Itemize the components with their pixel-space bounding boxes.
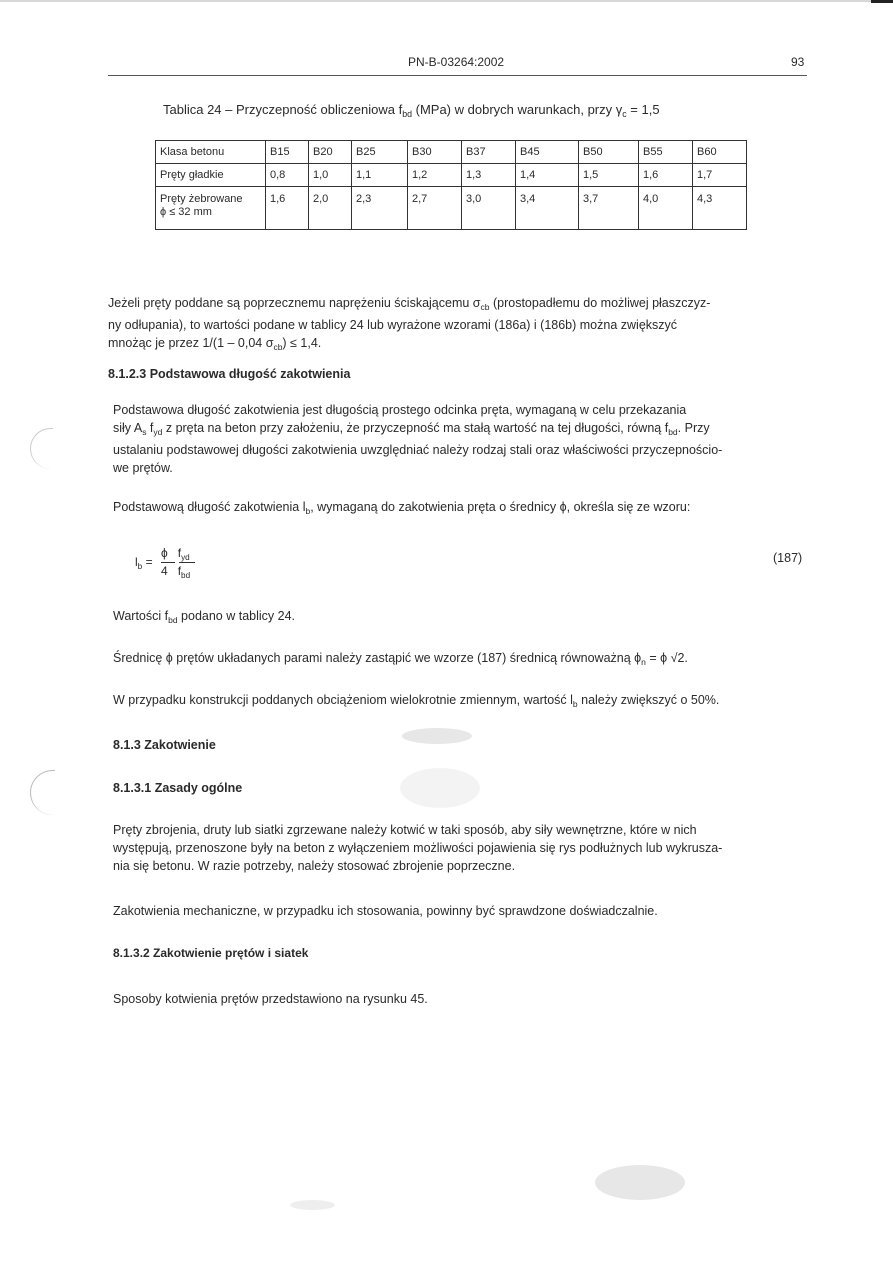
- table-header-cell: B60: [693, 141, 747, 164]
- table-header-cell: B55: [639, 141, 693, 164]
- fraction-bar: [161, 562, 175, 563]
- formula-numerators: ϕ $f_{yd}$: [161, 546, 190, 562]
- table-header-cell: B45: [516, 141, 579, 164]
- row-label: Pręty gładkie: [156, 164, 266, 187]
- standard-code: PN-B-03264:2002: [408, 55, 505, 69]
- table-cell: 3,7: [579, 187, 639, 230]
- bond-strength-table: [155, 140, 747, 230]
- table-cell: 2,3: [352, 187, 408, 230]
- text-line: nia się betonu. W razie potrzeby, należy stosować zbrojenie poprzeczne.: [113, 859, 516, 873]
- paragraph-figure-ref: Sposoby kotwienia prętów przedstawiono na rysunku 45.: [113, 992, 428, 1006]
- scan-punch-mark: [30, 428, 53, 469]
- paragraph-paired-bars: Średnicę ϕ prętów układanych parami należy zastąpić we wzorze (187) średnicą równoważną $\phi_n = \phi$ √2.: [113, 651, 688, 667]
- text-line: Pręty zbrojenia, druty lub siatki zgrzewane należy kotwić w taki sposób, aby siły wewnętrzne, które w nich: [113, 823, 697, 837]
- section-heading-8123: 8.1.2.3 Podstawowa długość zakotwienia: [108, 367, 351, 381]
- section-heading-8132: 8.1.3.2 Zakotwienie prętów i siatek: [113, 946, 309, 960]
- table-header-cell: B37: [462, 141, 516, 164]
- table-cell: 3,4: [516, 187, 579, 230]
- scan-speckle: [400, 768, 480, 808]
- table-cell: 2,0: [309, 187, 352, 230]
- section-heading-813: 8.1.3 Zakotwienie: [113, 738, 216, 752]
- table-cell: 4,3: [693, 187, 747, 230]
- header-rule: [108, 75, 807, 76]
- paragraph-mechanical-anchors: Zakotwienia mechaniczne, w przypadku ich stosowania, powinny być sprawdzone doświadczalnie.: [113, 904, 658, 918]
- section-heading-8131: 8.1.3.1 Zasady ogólne: [113, 781, 243, 795]
- equation-number: (187): [773, 551, 803, 565]
- text-line: Jeżeli pręty poddane są poprzecznemu naprężeniu ściskającemu $\sigma_{cb}$ (prostopadłemu do możliwej płaszczyz-: [108, 296, 711, 312]
- row-label-line: Pręty żebrowane: [160, 193, 243, 205]
- table-cell: 1,3: [462, 164, 516, 187]
- paragraph-fbd-values: Wartości $f_{bd}$ podano w tablicy 24.: [113, 609, 296, 625]
- table-header-cell: B25: [352, 141, 408, 164]
- formula-lhs: $l_b$ =: [135, 555, 153, 571]
- table-cell: 3,0: [462, 187, 516, 230]
- table-header-row: [156, 141, 747, 164]
- text-line: we prętów.: [113, 460, 173, 475]
- paragraph-variable-loads: W przypadku konstrukcji poddanych obciążeniom wielokrotnie zmiennym, wartość $l_b$ należy zwiększyć o 50%.: [113, 693, 720, 709]
- text-line: siły $A_s$ $f_{yd}$ z pręta na beton przy założeniu, że przyczepność ma stałą wartość na tej długości, równą $f_{bd}$. Przy: [113, 421, 710, 437]
- page-number: 93: [791, 55, 805, 69]
- paragraph-general-rules: [113, 821, 813, 875]
- table-row: [156, 187, 747, 230]
- row-label: [156, 187, 266, 230]
- paragraph-compression: [108, 294, 808, 356]
- text-line: mnożąc je przez 1/(1 – 0,04 $\sigma_{cb}) \le 1,4$.: [108, 335, 322, 352]
- paragraph-formula-intro: Podstawową długość zakotwienia $l_b$, wymaganą do zakotwienia pręta o średnicy ϕ, określa się ze wzoru:: [113, 500, 691, 516]
- table-caption: Tablica 24 – Przyczepność obliczeniowa $f_{bd}$ (MPa) w dobrych warunkach, przy $\gamma_c = 1,5$: [163, 102, 660, 120]
- text-line: ustalaniu podstawowej długości zakotwienia uwzględniać należy rodzaj stali oraz właściwości przyczepnościo-: [113, 442, 723, 457]
- text-line: Podstawowa długość zakotwienia jest długością prostego odcinka pręta, wymaganą w celu przekazania: [113, 403, 687, 417]
- table-cell: 1,7: [693, 164, 747, 187]
- row-label-line: ϕ ≤ 32 mm: [160, 206, 212, 218]
- table-row: [156, 164, 747, 187]
- fraction-bar: [179, 562, 195, 563]
- table-cell: 2,7: [408, 187, 462, 230]
- table-header-label: Klasa betonu: [156, 141, 266, 164]
- table-cell: 1,6: [639, 164, 693, 187]
- table-cell: 0,8: [266, 164, 309, 187]
- table-cell: 1,5: [579, 164, 639, 187]
- table-cell: 1,2: [408, 164, 462, 187]
- scan-speckle: [290, 1200, 335, 1210]
- table-header-cell: B50: [579, 141, 639, 164]
- scan-punch-mark: [30, 770, 55, 815]
- table-cell: 1,4: [516, 164, 579, 187]
- top-edge-rule: [0, 0, 893, 2]
- scan-speckle: [595, 1165, 685, 1200]
- scan-speckle: [402, 728, 472, 744]
- top-edge-mark: [871, 0, 893, 3]
- table-cell: 1,0: [309, 164, 352, 187]
- table-header-cell: B20: [309, 141, 352, 164]
- table-cell: 4,0: [639, 187, 693, 230]
- text-line: ny odłupania), to wartości podane w tablicy 24 lub wyrażone wzorami (186a) i (186b) można zwiększyć: [108, 317, 678, 332]
- paragraph-basic-length: [113, 401, 808, 477]
- table-cell: 1,1: [352, 164, 408, 187]
- text-line: występują, przenoszone były na beton z wyłączeniem możliwości pojawienia się rys podłużnych lub wykrusza-: [113, 841, 723, 855]
- table-header-cell: B30: [408, 141, 462, 164]
- table-header-cell: B15: [266, 141, 309, 164]
- formula-denominators: 4 $f_{bd}$: [161, 564, 191, 580]
- table-cell: 1,6: [266, 187, 309, 230]
